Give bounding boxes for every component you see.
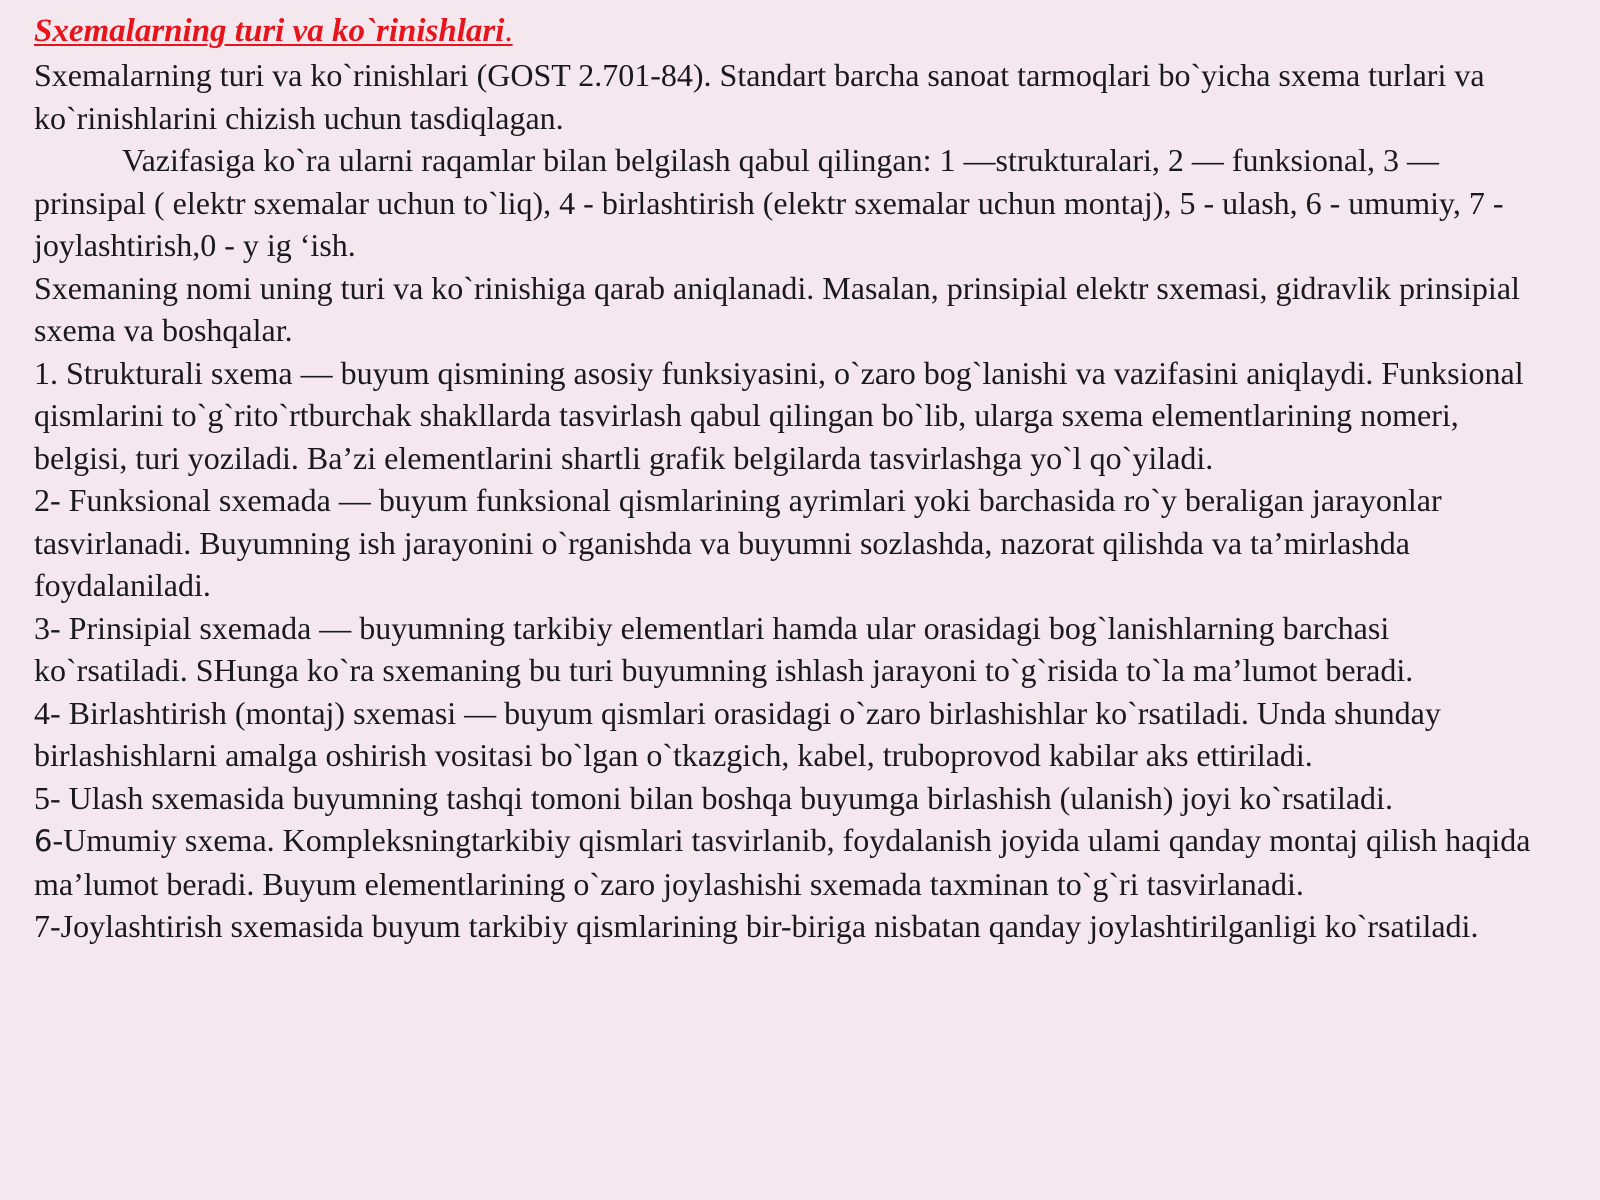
intro-paragraph: Sxemalarning turi va ko`rinishlari (GOST 2.701-84). Standart barcha sanoat tarmoqlari bo`yicha sxema turlari va ko`rinishlarini chizish uchun tasdiqlagan. [34, 57, 1485, 136]
naming-paragraph: Sxemaning nomi uning turi va ko`rinishiga qarab aniqlanadi. Masalan, prinsipial elektr sxemasi, gidravlik prinsipial sxema va boshqalar. [34, 269, 1520, 348]
title-dot: . [504, 13, 513, 49]
connection-scheme-paragraph: 5- Ulash sxemasida buyumning tashqi tomoni bilan boshqa buyumga birlashish (ulanish) joyi ko`rsatiladi. [34, 779, 1393, 816]
page-title [34, 8, 1540, 54]
functional-scheme-paragraph: 2- Funksional sxemada — buyum funksional qismlarining ayrimlari yoki barchasida ro`y beraligan jarayonlar tasvirlanadi. Buyumning ish jarayonini o`rganishda va buyumni sozlashda, nazorat qilishda va ta’mirlashda foydalaniladi. [34, 482, 1442, 603]
principal-scheme-paragraph: 3- Prinsipial sxemada — buyumning tarkibiy elementlari hamda ular orasidagi bog`lanishlarning barchasi ko`rsatiladi. SHunga ko`ra sxemaning bu turi buyumning ishlash jarayoni to`g`risida to`la ma’lumot beradi. [34, 609, 1414, 688]
structural-scheme-paragraph: 1. Strukturali sxema — buyum qismining asosiy funksiyasini, o`zaro bog`lanishi va vazifasini aniqlaydi. Funksional qismlarini to`g`rito`rtburchak shakllarda tasvirlash qabul qilingan bo`lib, ularga sxema elementlarining nomeri, belgisi, turi yoziladi. Ba’zi elementlarini shartli grafik belgilarda tasvirlashga yo`l qo`yiladi. [34, 354, 1524, 476]
general-scheme-paragraph [34, 819, 1540, 905]
numbering-paragraph: Vazifasiga ko`ra ularni raqamlar bilan belgilash qabul qilingan: 1 —strukturalari, 2 — funksional, 3 — prinsipal ( elektr sxemalar uchun to`liq), 4 - birlashtirish (elektr sxemalar uchun montaj), 5 - ulash, 6 - umumiy, 7 - joylashtirish,0 - y ig ‘ish. [34, 142, 1504, 263]
assembly-scheme-paragraph: 4- Birlashtirish (montaj) sxemasi — buyum qismlari orasidagi o`zaro birlashishlar ko`rsatiladi. Unda shunday birlashishlarni amalga oshirish vositasi bo`lgan o`tkazgich, kabel, truboprovod kabilar aks ettiriladi. [34, 694, 1441, 773]
title-text: Sxemalarning turi va ko`rinishlari [34, 13, 505, 49]
placement-scheme-paragraph: 7-Joylashtirish sxemasida buyum tarkibiy qismlarining bir-biriga nisbatan qanday joylashtirilganligi ko`rsatiladi. [34, 908, 1479, 944]
general-scheme-number: 6 [34, 824, 53, 858]
general-scheme-text: -Umumiy sxema. Kompleksningtarkibiy qismlari tasvirlanib, foydalanish joyida ulami qanday montaj qilish haqida ma’lumot beradi. Buyum elementlarining o`zaro joylashishi sxemada taxminan to`g`ri tasvirlanadi. [34, 822, 1531, 902]
